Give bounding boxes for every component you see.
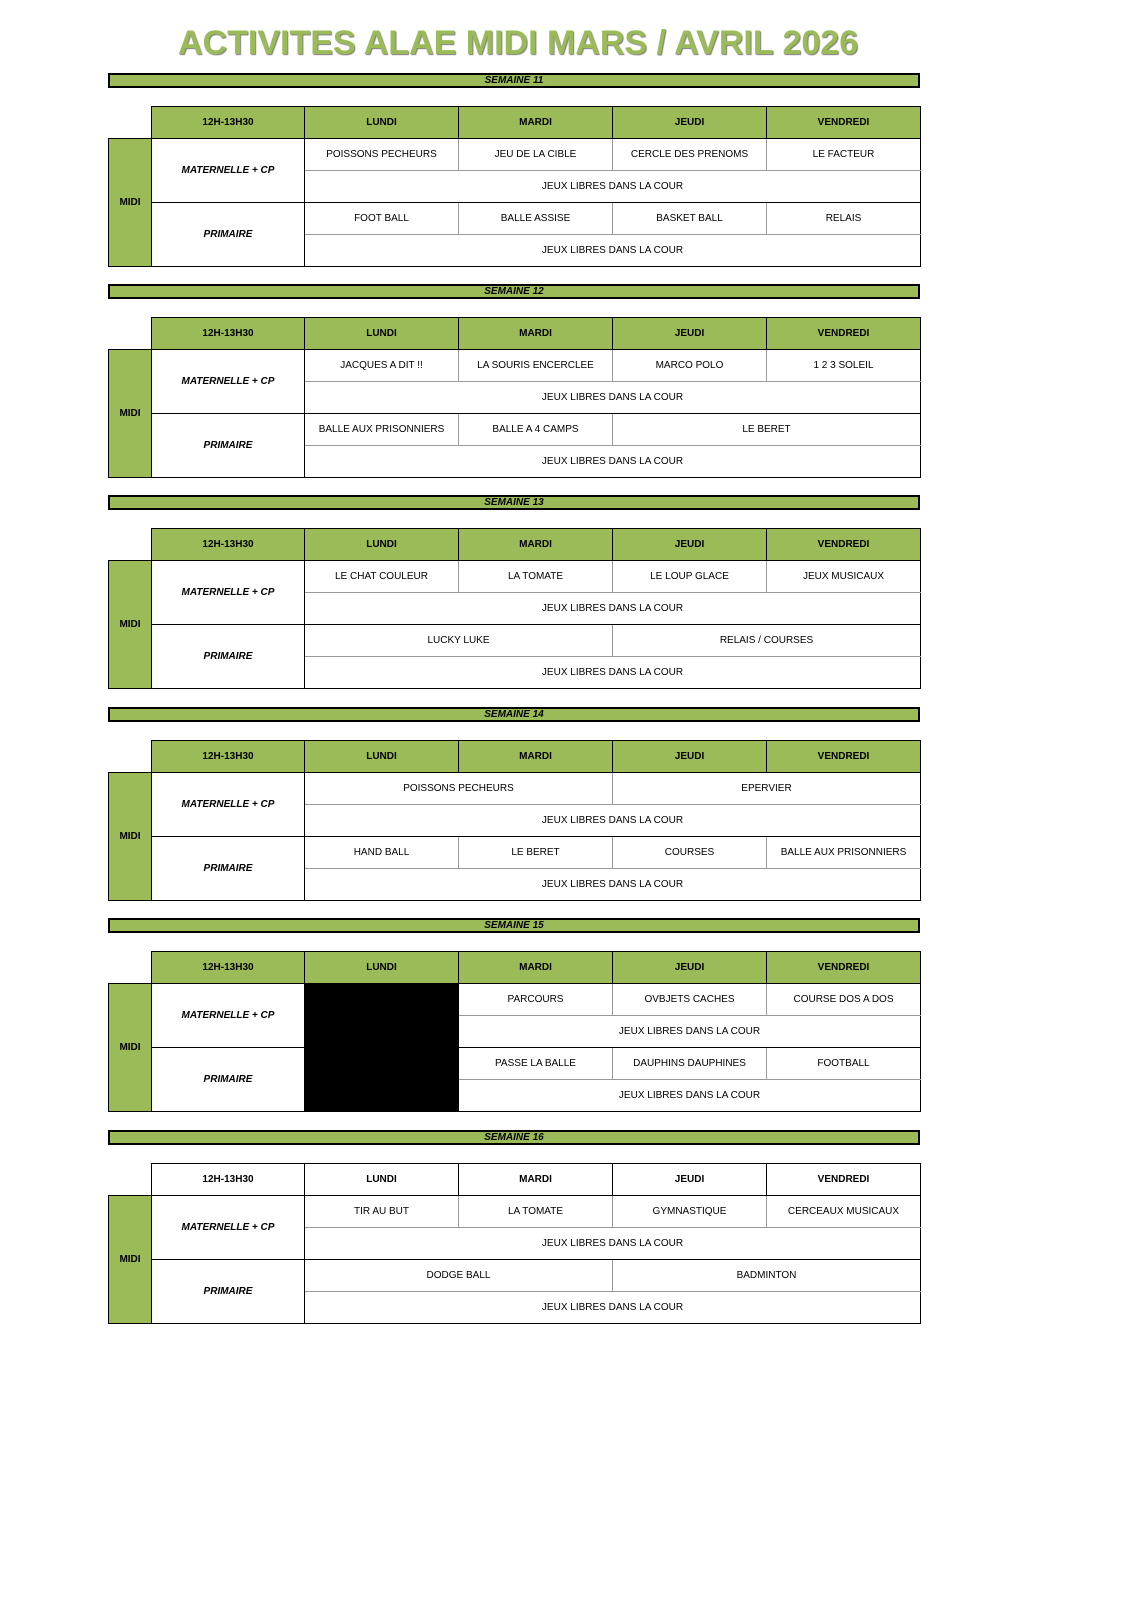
group-maternelle-cp: MATERNELLE + CP: [152, 561, 305, 625]
activity-cell: PASSE LA BALLE: [459, 1048, 613, 1080]
header-day: JEUDI: [613, 1164, 767, 1196]
corner-blank: [109, 107, 152, 139]
free-play-cell: JEUX LIBRES DANS LA COUR: [305, 1292, 921, 1324]
activity-cell: LE FACTEUR: [767, 139, 921, 171]
group-primaire: PRIMAIRE: [152, 203, 305, 267]
activity-cell: MARCO POLO: [613, 350, 767, 382]
week-bar-14: SEMAINE 14: [108, 707, 920, 722]
header-day: LUNDI: [305, 529, 459, 561]
activity-cell: PARCOURS: [459, 984, 613, 1016]
free-play-cell: JEUX LIBRES DANS LA COUR: [459, 1080, 921, 1112]
activity-cell: LA TOMATE: [459, 561, 613, 593]
free-play-cell: JEUX LIBRES DANS LA COUR: [305, 446, 921, 478]
activity-cell: BALLE ASSISE: [459, 203, 613, 235]
midi-label: MIDI: [109, 1196, 152, 1324]
header-day: LUNDI: [305, 952, 459, 984]
schedule-table-week-14: [108, 740, 921, 901]
week-bar-15: SEMAINE 15: [108, 918, 920, 933]
header-time: 12H-13H30: [152, 741, 305, 773]
activity-cell: OVBJETS CACHES: [613, 984, 767, 1016]
group-primaire: PRIMAIRE: [152, 625, 305, 689]
free-play-cell: JEUX LIBRES DANS LA COUR: [305, 869, 921, 901]
week-bar-13: SEMAINE 13: [108, 495, 920, 510]
page-title: ACTIVITES ALAE MIDI MARS / AVRIL 2026: [178, 24, 859, 62]
activity-cell: FOOTBALL: [767, 1048, 921, 1080]
group-maternelle-cp: MATERNELLE + CP: [152, 773, 305, 837]
header-day: LUNDI: [305, 1164, 459, 1196]
schedule-table-week-13: [108, 528, 921, 689]
activity-cell: RELAIS / COURSES: [613, 625, 921, 657]
header-day: VENDREDI: [767, 1164, 921, 1196]
group-primaire: PRIMAIRE: [152, 1048, 305, 1112]
header-time: 12H-13H30: [152, 529, 305, 561]
free-play-cell: JEUX LIBRES DANS LA COUR: [305, 171, 921, 203]
header-day: JEUDI: [613, 741, 767, 773]
free-play-cell: JEUX LIBRES DANS LA COUR: [459, 1016, 921, 1048]
activity-cell: BASKET BALL: [613, 203, 767, 235]
activity-cell: FOOT BALL: [305, 203, 459, 235]
corner-blank: [109, 529, 152, 561]
schedule-table-week-16: [108, 1163, 921, 1324]
header-day: JEUDI: [613, 529, 767, 561]
header-time: 12H-13H30: [152, 318, 305, 350]
activity-cell: JACQUES A DIT !!: [305, 350, 459, 382]
header-day: VENDREDI: [767, 952, 921, 984]
header-day: MARDI: [459, 1164, 613, 1196]
header-day: MARDI: [459, 529, 613, 561]
header-day: MARDI: [459, 952, 613, 984]
header-day: VENDREDI: [767, 741, 921, 773]
week-bar-16: SEMAINE 16: [108, 1130, 920, 1145]
header-day: VENDREDI: [767, 529, 921, 561]
midi-label: MIDI: [109, 561, 152, 689]
header-time: 12H-13H30: [152, 1164, 305, 1196]
free-play-cell: JEUX LIBRES DANS LA COUR: [305, 805, 921, 837]
activity-cell: BALLE A 4 CAMPS: [459, 414, 613, 446]
free-play-cell: JEUX LIBRES DANS LA COUR: [305, 1228, 921, 1260]
corner-blank: [109, 318, 152, 350]
activity-cell: DAUPHINS DAUPHINES: [613, 1048, 767, 1080]
corner-blank: [109, 952, 152, 984]
redacted-block: [305, 984, 459, 1112]
header-time: 12H-13H30: [152, 107, 305, 139]
activity-cell: COURSES: [613, 837, 767, 869]
header-day: LUNDI: [305, 741, 459, 773]
free-play-cell: JEUX LIBRES DANS LA COUR: [305, 657, 921, 689]
free-play-cell: JEUX LIBRES DANS LA COUR: [305, 235, 921, 267]
activity-cell: BALLE AUX PRISONNIERS: [767, 837, 921, 869]
header-day: VENDREDI: [767, 107, 921, 139]
header-day: VENDREDI: [767, 318, 921, 350]
group-primaire: PRIMAIRE: [152, 837, 305, 901]
activity-cell: LA TOMATE: [459, 1196, 613, 1228]
midi-label: MIDI: [109, 773, 152, 901]
header-day: LUNDI: [305, 107, 459, 139]
activity-cell: RELAIS: [767, 203, 921, 235]
midi-label: MIDI: [109, 350, 152, 478]
activity-cell: HAND BALL: [305, 837, 459, 869]
header-day: MARDI: [459, 318, 613, 350]
header-day: MARDI: [459, 107, 613, 139]
group-maternelle-cp: MATERNELLE + CP: [152, 139, 305, 203]
midi-label: MIDI: [109, 984, 152, 1112]
activity-cell: 1 2 3 SOLEIL: [767, 350, 921, 382]
activity-cell: TIR AU BUT: [305, 1196, 459, 1228]
activity-cell: LE LOUP GLACE: [613, 561, 767, 593]
activity-cell: LE BERET: [459, 837, 613, 869]
week-bar-12: SEMAINE 12: [108, 284, 920, 299]
activity-cell: BADMINTON: [613, 1260, 921, 1292]
schedule-table-week-15: [108, 951, 921, 1112]
header-day: JEUDI: [613, 952, 767, 984]
activity-cell: LUCKY LUKE: [305, 625, 613, 657]
activity-cell: LE CHAT COULEUR: [305, 561, 459, 593]
activity-cell: LA SOURIS ENCERCLEE: [459, 350, 613, 382]
header-day: MARDI: [459, 741, 613, 773]
activity-cell: DODGE BALL: [305, 1260, 613, 1292]
midi-label: MIDI: [109, 139, 152, 267]
activity-cell: CERCEAUX MUSICAUX: [767, 1196, 921, 1228]
activity-cell: POISSONS PECHEURS: [305, 139, 459, 171]
header-day: JEUDI: [613, 107, 767, 139]
schedule-table-week-11: [108, 106, 921, 267]
free-play-cell: JEUX LIBRES DANS LA COUR: [305, 593, 921, 625]
activity-cell: JEUX MUSICAUX: [767, 561, 921, 593]
activity-cell: CERCLE DES PRENOMS: [613, 139, 767, 171]
activity-cell: LE BERET: [613, 414, 921, 446]
schedule-table-week-12: [108, 317, 921, 478]
activity-cell: EPERVIER: [613, 773, 921, 805]
corner-blank: [109, 741, 152, 773]
activity-cell: POISSONS PECHEURS: [305, 773, 613, 805]
group-maternelle-cp: MATERNELLE + CP: [152, 984, 305, 1048]
header-day: JEUDI: [613, 318, 767, 350]
group-maternelle-cp: MATERNELLE + CP: [152, 350, 305, 414]
activity-cell: BALLE AUX PRISONNIERS: [305, 414, 459, 446]
group-primaire: PRIMAIRE: [152, 1260, 305, 1324]
free-play-cell: JEUX LIBRES DANS LA COUR: [305, 382, 921, 414]
group-primaire: PRIMAIRE: [152, 414, 305, 478]
activity-cell: GYMNASTIQUE: [613, 1196, 767, 1228]
activity-cell: COURSE DOS A DOS: [767, 984, 921, 1016]
header-time: 12H-13H30: [152, 952, 305, 984]
group-maternelle-cp: MATERNELLE + CP: [152, 1196, 305, 1260]
corner-blank: [109, 1164, 152, 1196]
week-bar-11: SEMAINE 11: [108, 73, 920, 88]
activity-cell: JEU DE LA CIBLE: [459, 139, 613, 171]
header-day: LUNDI: [305, 318, 459, 350]
